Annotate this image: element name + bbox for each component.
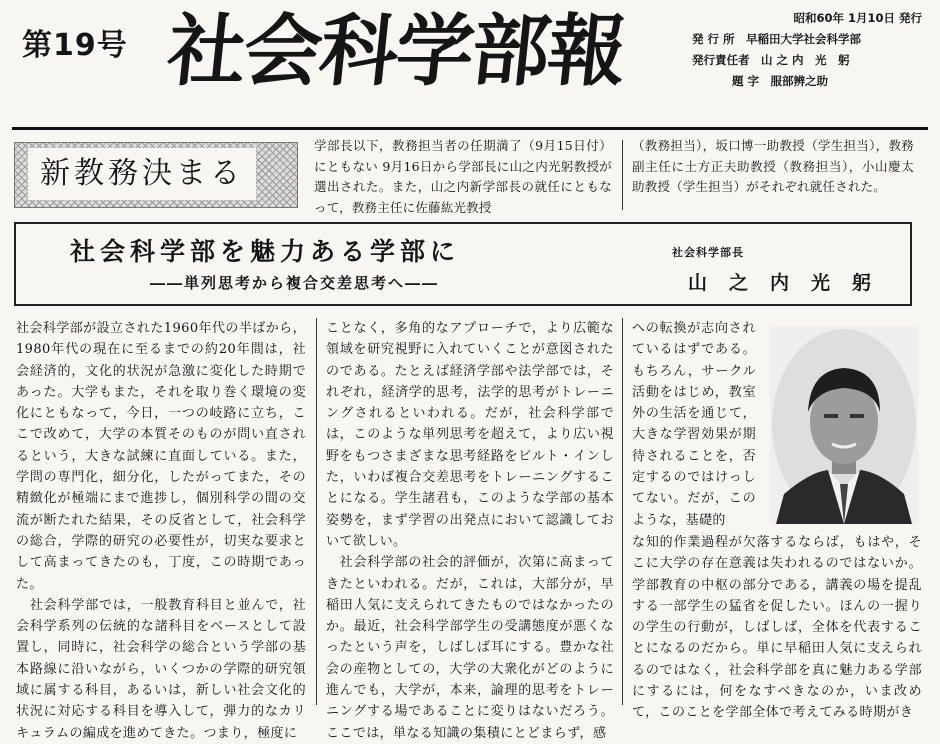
news-headline: 新教務決まる bbox=[28, 148, 256, 200]
column-divider bbox=[622, 140, 623, 210]
feature-column-1: 社会科学部が設立された1960年代の半ばから，1980年代の現在に至るまでの約20年間は，社会経済的，文化的状況が急激に変化した時期であった。大学もまた，それを取り巻く環境の変化にともなって，今日，一つの岐路に立ち，ここで改めて，大学の本質そのものが問い直されるという，大きな試練に直面している。また，学問の専門化，細分化，したがってまた，その精緻化が極端にまで進捗し，個別科学の間の交流が断たれた結果，その反省として，社会科学の総合，学際的研究の必要性が，切実な要求として高まってきたのも，丁度，この時期であった。 社会科学部では，一般教育科目と並んで，社会科学系列の伝統的な諸科目をベースとして設置し，同時に，社会科学の総合という学部の基本路線に沿いながら，いくつかの学際的研究領域に属する科目，あるいは，新しい社会文化的状況に対応する科目を導入して，弾力的なカリキュラムの編成を進めてきた。つまり，極度に bbox=[16, 321, 306, 741]
publication-info bbox=[692, 8, 922, 92]
title-calligrapher: 題 字 服部辨之助 bbox=[732, 74, 829, 88]
news-column-1: 学部長以下，教務担当者の任期満了（9月15日付）にともない 9月16日から学部長に山之内光躬教授が選出された。また，山之内新学部長の就任にともなって，教務主任に佐藤紘光教授 bbox=[314, 138, 612, 215]
column-divider bbox=[622, 318, 623, 705]
issue-number: 第19号 bbox=[22, 28, 128, 63]
author-portrait bbox=[770, 326, 918, 524]
feature-title: 社会科学部を魅力ある学部に bbox=[70, 237, 461, 266]
author-role: 社会科学部長 bbox=[672, 246, 744, 259]
feature-column-3-narrow: への転換が志向されているはずである。もちろん，サークル活動をはじめ，教室外の生活を通じて，大きな学習効果が期待されることを，否定するのではけっしてない。だが，このような，基礎的 bbox=[632, 321, 756, 528]
column-divider bbox=[316, 318, 317, 705]
feature-subtitle: ――単列思考から複合交差思考へ―― bbox=[150, 274, 440, 292]
author-name: 山之内光躬 bbox=[688, 272, 894, 294]
responsible-publisher: 発行責任者 山 之 内 光 躬 bbox=[692, 53, 850, 67]
newspaper-title: 社会科学部報 bbox=[163, 7, 629, 97]
publisher: 発 行 所 早稲田大学社会科学部 bbox=[692, 32, 862, 46]
news-column-2: （教務担当），坂口博一助教授（学生担当），教務副主任に土方正夫助教授（教務担当），小山慶太助教授（学生担当）がそれぞれ就任された。 bbox=[632, 138, 914, 194]
feature-column-3-wide: な知的作業過程が欠落するならば，もはや，そこに大学の存在意義は失われるのではないか。学部教育の中枢の部分である，講義の場を提乱する一部学生の猛省を促したい。ほんの一握りの学生の行動が，しばしば，全体を代表することになるのだから。単に早稲田人気に支えられるのではなく，社会科学部を真に魅力ある学部にするには，何をなすべきなのか，いま改めて，このことを学部全体で考えてみる時期がき bbox=[632, 535, 922, 721]
masthead-rule bbox=[12, 127, 928, 130]
publication-date: 昭和60年 1月10日 発行 bbox=[793, 11, 922, 25]
feature-column-2: ことなく，多角的なアプローチで，より広範な領域を研究視野に入れていくことが意図されたのである。たとえば経済学部や法学部では，それぞれ，経済学的思考，法学的思考がトレーニングされるといわれる。だが，社会科学部では，このような単列思考を超えて，より広い視野をもつさまざまな思考経路をビルト・インした，いわば複合交差思考をトレーニングすることになる。学生諸君も，このような学部の基本姿勢を，まず学習の出発点において認識しておいて欲しい。 社会科学部の社会的評価が，次第に高まってきたといわれる。だが，これは，大部分が，早稲田人気に支えられてきたものではなかったのか。最近，社会科学部学生の受講態度が悪くなったという声を，しばしば耳にする。豊かな社会の産物としての，大学の大衆化がどのように進んでも，大学が，本来，論理的思考をトレーニングする場であることに変りはないだろう。ここでは，単なる知識の集積にとどまらず，感 bbox=[326, 321, 614, 741]
